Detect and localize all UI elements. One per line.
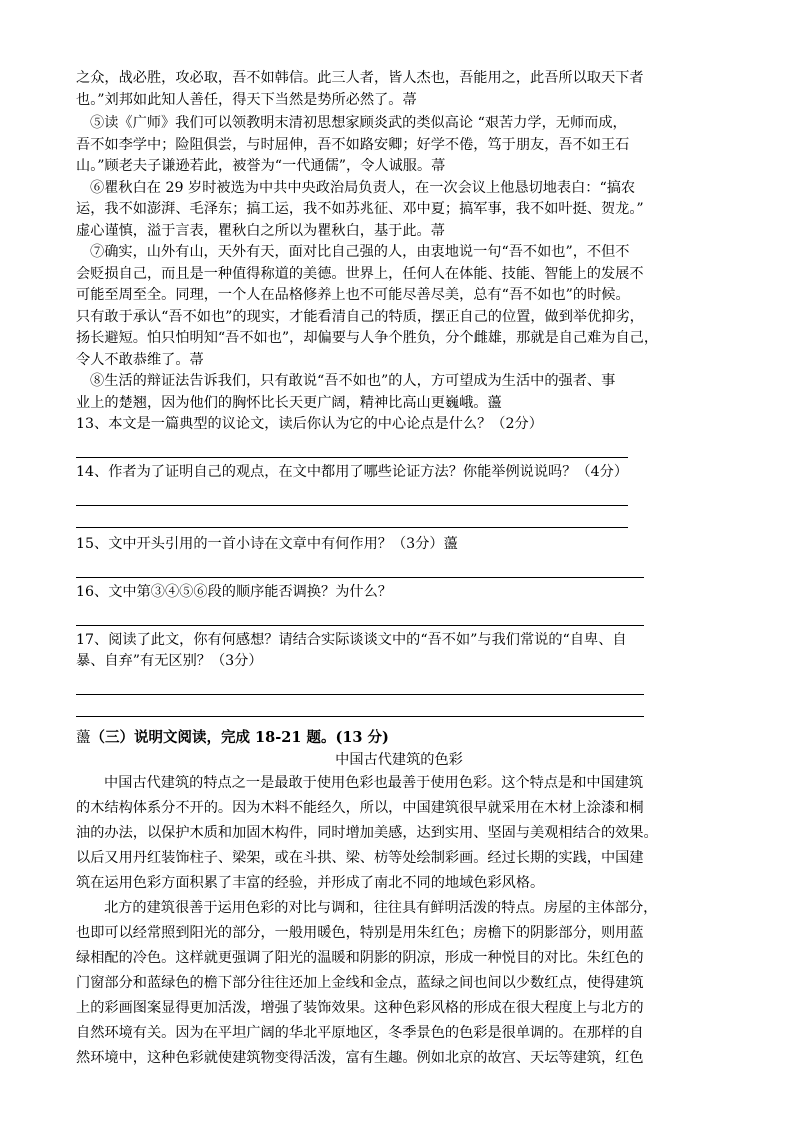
passage-line: 中国古代建筑的特点之一是最敢于使用色彩也最善于使用色彩。这个特点是和中国建筑 xyxy=(104,775,644,791)
garbled-mark: 蘯 xyxy=(487,394,502,411)
passage-wubuyu xyxy=(76,68,722,414)
passage-line: 可能至周至全。同理，一个人在品格修养上也不可能尽善尽美，总有“吾不如也”的时候。 xyxy=(76,287,630,303)
garbled-mark: 菷 xyxy=(431,158,446,174)
garbled-mark: 菷 xyxy=(189,351,204,368)
article-title: 中国古代建筑的色彩 xyxy=(335,752,463,768)
questions xyxy=(76,414,722,717)
question-15: 15、文中开头引用的一首小诗在文章中有何作用？（3分）蘯 xyxy=(76,536,458,552)
passage-line: 业上的楚翘，因为他们的胸怀比长天更广阔，精神比高山更巍峨。蘯 xyxy=(76,394,502,411)
answer-line[interactable] xyxy=(76,715,644,717)
passage-line: 的木结构体系分不开的。因为木料不能经久，所以，中国建筑很早就采用在木材上涂漆和桐 xyxy=(76,800,644,816)
passage-line: 只有敢于承认“吾不如也”的现实，才能看清自己的特质，摆正自己的位置，做到举优抑劣， xyxy=(76,308,644,325)
passage-line: ⑧生活的辩证法告诉我们，只有敢说“吾不如也”的人，方可望成为生活中的强者、事 xyxy=(90,373,616,389)
passage-line: 山。”顾老夫子谦逊若此，被誉为“一代通儒”，令人诚服。菷 xyxy=(76,158,446,174)
garbled-mark: 蘯 xyxy=(76,730,91,746)
section-heading: 蘯（三）说明文阅读，完成 18-21 题。(13 分) xyxy=(76,729,389,746)
garbled-mark: 菷 xyxy=(402,91,417,108)
question-14: 14、作者为了证明自己的观点，在文中都用了哪些论证方法？你能举例说说吗？（4分） xyxy=(76,464,629,480)
passage-line: 上的彩画图案显得更加活泼，增强了装饰效果。这种色彩风格的形成在很大程度上与北方的 xyxy=(76,1000,644,1016)
passage-line: 自然环境有关。因为在平坦广阔的华北平原地区，冬季景色的色彩是很单调的。在那样的自 xyxy=(76,1025,644,1041)
answer-line[interactable] xyxy=(76,456,628,458)
passage-line: 会贬损自己，而且是一种值得称道的美德。世界上，任何人在体能、技能、智能上的发展不 xyxy=(76,265,644,282)
question-17-cont: 暴、自弃”有无区别？（3分） xyxy=(76,653,263,669)
passage-line: 令人不敢恭维了。菷 xyxy=(76,351,204,368)
passage-line: 之众，战必胜，攻必取，吾不如韩信。此三人者，皆人杰也，吾能用之，此吾所以取天下者 xyxy=(76,70,644,86)
passage-line: 筑在运用色彩方面积累了丰富的经验，并形成了南北不同的地域色彩风格。 xyxy=(76,875,545,891)
passage-line: 门窗部分和蓝绿色的檐下部分往往还加上金线和金点，蓝绿之间也间以少数红点，使得建筑 xyxy=(76,975,644,991)
exam-page xyxy=(76,68,722,1071)
expository-passage xyxy=(76,771,722,1071)
passage-line: 以后又用丹红装饰柱子、梁架，或在斗拱、梁、枋等处绘制彩画。经过长期的实践，中国建 xyxy=(76,850,644,866)
passage-line: 北方的建筑很善于运用色彩的对比与调和，往往具有鲜明活泼的特点。房屋的主体部分， xyxy=(104,900,658,916)
passage-line: 绿相配的冷色。这样就更强调了阳光的温暖和阴影的阴凉，形成一种悦目的对比。朱红色的 xyxy=(76,950,644,966)
passage-line: 运，我不如澎湃、毛泽东；搞工运，我不如苏兆征、邓中夏；搞军事，我不如叶挺、贺龙。” xyxy=(76,201,644,217)
passage-line: ⑦确实，山外有山，天外有天，面对比自己强的人，由衷地说一句“吾不如也”，不但不 xyxy=(90,244,630,260)
passage-line: 也即可以经常照到阳光的部分，一般用暖色，特别是用朱红色；房檐下的阴影部分，则用蓝 xyxy=(76,925,644,941)
answer-line[interactable] xyxy=(76,624,644,626)
garbled-mark: 菷 xyxy=(430,222,445,239)
passage-line: 扬长避短。怕只怕明知“吾不如也”，却偏要与人争个胜负，分个雌雄，那就是自己难为自己， xyxy=(76,330,659,346)
passage-line: 也。”刘邦如此知人善任，得天下当然是势所必然了。菷 xyxy=(76,91,417,108)
passage-line: 吾不如李学中；险阻俱尝，与时屈伸，吾不如路安卿；好学不倦，笃于朋友，吾不如王石 xyxy=(76,136,630,153)
question-17: 17、阅读了此文，你有何感想？请结合实际谈谈文中的“吾不如”与我们常说的“自卑、自 xyxy=(76,632,627,648)
passage-line: ⑥瞿秋白在 29 岁时被选为中共中央政治局负责人，在一次会议上他恳切地表白：“搞农 xyxy=(90,179,636,196)
passage-line: 油的办法，以保护木质和加固木构件，同时增加美感，达到实用、坚固与美观相结合的效果。 xyxy=(76,825,658,841)
answer-line[interactable] xyxy=(76,526,628,528)
garbled-mark: 蘯 xyxy=(443,536,458,552)
passage-line: ⑤读《广师》我们可以领教明末清初思想家顾炎武的类似高论 “艰苦力学，无师而成， xyxy=(90,115,627,131)
passage-line: 虚心谨慎，溢于言表，瞿秋白之所以为瞿秋白，基于此。菷 xyxy=(76,222,445,239)
passage-line: 然环境中，这种色彩就使建筑物变得活泼，富有生趣。例如北京的故宫、天坛等建筑，红色 xyxy=(76,1050,644,1066)
question-13: 13、本文是一篇典型的议论文，读后你认为它的中心论点是什么？（2分） xyxy=(76,416,543,432)
question-16: 16、文中第③④⑤⑥段的顺序能否调换？为什么？ xyxy=(76,584,392,600)
answer-line[interactable] xyxy=(76,576,644,578)
